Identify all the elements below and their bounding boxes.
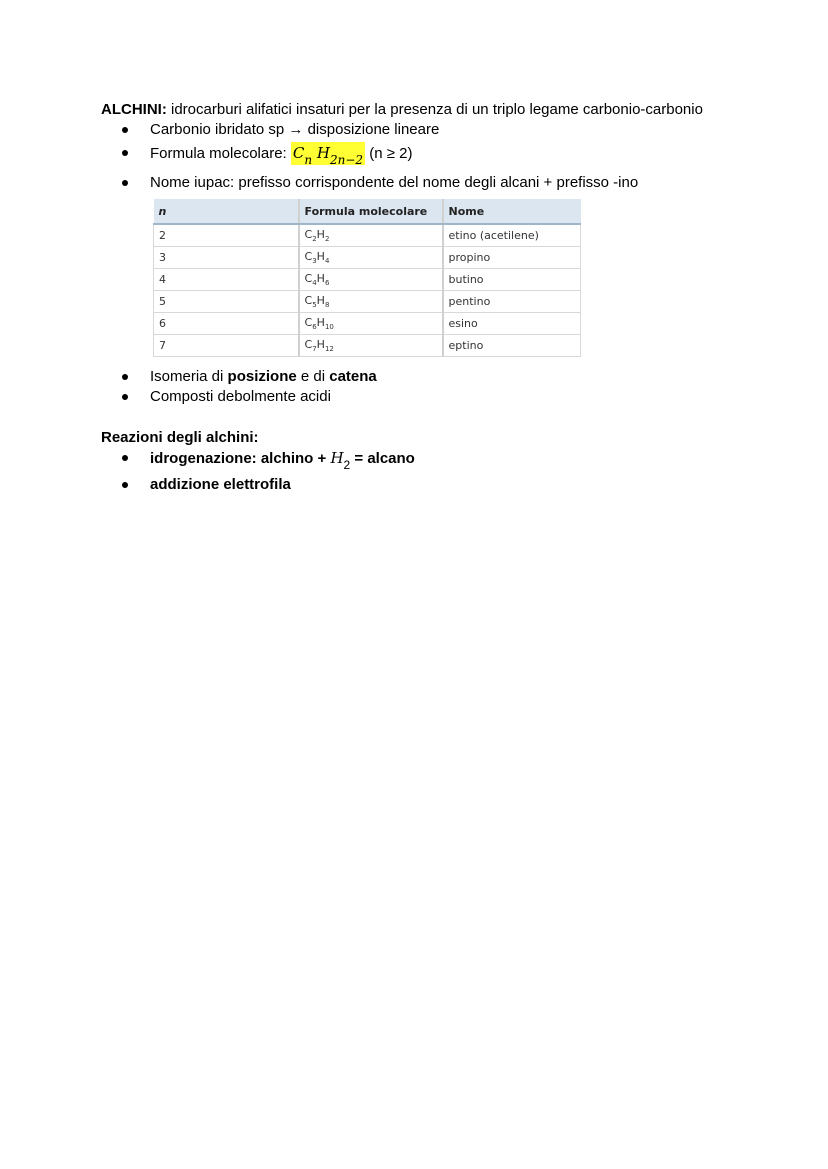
idro-text: idrogenazione: alchino + — [150, 450, 331, 467]
cell-formula: $C_2H_2$ — [299, 224, 443, 247]
bullet-icon — [122, 394, 128, 400]
bullet-icon — [122, 455, 128, 461]
formula-highlight — [291, 142, 365, 165]
heading-text: idrocarburi alifatici insaturi per la presenza di un triplo legame carbonio-carbonio — [166, 101, 703, 118]
cell-nome: esino — [443, 313, 581, 335]
table-row — [154, 291, 581, 313]
cell-n: 2 — [154, 224, 299, 247]
cell-formula: $C_7H_{12}$ — [299, 335, 443, 357]
table-row — [154, 247, 581, 269]
table-row — [154, 335, 581, 357]
formula-condition: (n ≥ 2) — [365, 145, 413, 162]
table-row — [154, 313, 581, 335]
cell-n: 3 — [154, 247, 299, 269]
bullet-icon — [122, 180, 128, 186]
cell-n: 6 — [154, 313, 299, 335]
cell-formula: $C_5H_8$ — [299, 291, 443, 313]
formula-sub: 2n−2 — [329, 153, 364, 167]
cell-n: 5 — [154, 291, 299, 313]
alkyne-table — [153, 199, 581, 357]
isomeria-catena: catena — [329, 368, 377, 385]
table-header-row — [154, 199, 581, 224]
table-row — [154, 224, 581, 247]
formula-h: H — [316, 144, 330, 162]
list-item-composti: Composti debolmente acidi — [150, 388, 331, 405]
cell-formula: $C_6H_{10}$ — [299, 313, 443, 335]
cell-formula: $C_3H_4$ — [299, 247, 443, 269]
reactions-title: Reazioni degli alchini: — [101, 429, 259, 446]
col-header-nome: Nome — [443, 199, 581, 224]
col-header-n: n — [154, 199, 299, 224]
bullet-icon — [122, 374, 128, 380]
idro-h: H — [330, 449, 344, 467]
cell-formula: $C_4H_6$ — [299, 269, 443, 291]
list-item-idrogenazione — [150, 449, 415, 472]
cell-n: 7 — [154, 335, 299, 357]
idro-result: = alcano — [350, 450, 415, 467]
list-item-isomeria — [150, 368, 377, 386]
cell-nome: propino — [443, 247, 581, 269]
bullet-icon — [122, 127, 128, 133]
cell-n: 4 — [154, 269, 299, 291]
cell-nome: pentino — [443, 291, 581, 313]
col-header-formula: Formula molecolare — [299, 199, 443, 224]
list-item-carbonio: Carbonio ibridato sp → disposizione lineare — [150, 121, 440, 138]
cell-nome: eptino — [443, 335, 581, 357]
isomeria-posizione: posizione — [227, 368, 297, 385]
list-item-addizione: addizione elettrofila — [150, 476, 291, 493]
isomeria-text: Isomeria di — [150, 368, 228, 385]
cell-nome: butino — [443, 269, 581, 291]
formula-n: n — [304, 153, 313, 167]
idro-sub: 2 — [343, 458, 351, 472]
list-item-formula — [150, 144, 413, 167]
section-heading — [101, 101, 703, 119]
isomeria-conj: e di — [296, 368, 330, 385]
cell-nome: etino (acetilene) — [443, 224, 581, 247]
list-item-iupac: Nome iupac: prefisso corrispondente del nome degli alcani + prefisso -ino — [150, 174, 639, 191]
formula-label: Formula molecolare: — [150, 145, 291, 162]
heading-label: ALCHINI: — [101, 101, 167, 118]
table-row — [154, 269, 581, 291]
bullet-icon — [122, 482, 128, 488]
bullet-icon — [122, 150, 128, 156]
formula-c: C — [292, 144, 305, 162]
